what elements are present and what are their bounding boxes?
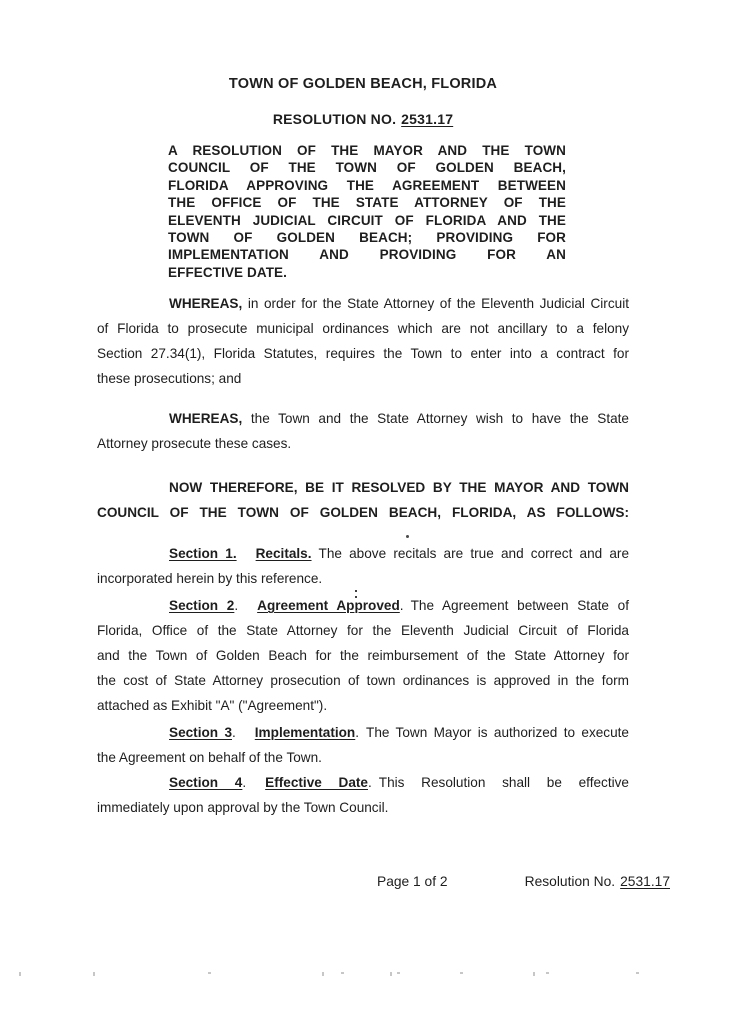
- scan-speck: [397, 972, 400, 974]
- text-line: [97, 593, 629, 618]
- text-line: and the Town of Golden Beach for the reimbursement of the State Attorney for: [97, 648, 629, 663]
- text-line: [97, 406, 629, 431]
- scan-speck: [460, 972, 463, 974]
- summary-line: IMPLEMENTATION AND PROVIDING FOR AN: [168, 247, 566, 263]
- footer-resolution-number: [525, 874, 670, 889]
- scan-speck: [341, 972, 344, 974]
- section-number: Section 4: [169, 775, 243, 790]
- period: .: [232, 725, 236, 740]
- whereas-lead: WHEREAS,: [169, 296, 243, 311]
- text-line: [97, 720, 629, 745]
- paragraph-section-3: [97, 720, 629, 770]
- scan-speck: [636, 972, 639, 974]
- text-line: incorporated herein by this reference.: [97, 571, 323, 586]
- text-line: the Agreement on behalf of the Town.: [97, 750, 322, 765]
- summary-line: ELEVENTH JUDICIAL CIRCUIT OF FLORIDA AND THE: [168, 212, 566, 228]
- text-segment: The Agreement between State of: [410, 598, 630, 613]
- resolution-label: RESOLUTION NO.: [272, 111, 397, 127]
- scan-speck: [93, 972, 95, 976]
- text-line: [97, 291, 629, 316]
- text-line: NOW THEREFORE, BE IT RESOLVED BY THE MAYOR AND TOWN: [169, 480, 629, 495]
- scan-speck: [546, 972, 549, 974]
- footer-resolution-label: Resolution No.: [524, 874, 616, 889]
- paragraph-whereas-2: [97, 406, 629, 456]
- text-line: [97, 541, 629, 566]
- paragraph-resolved: [97, 475, 629, 525]
- section-title: Recitals.: [255, 546, 312, 561]
- scan-speck: [19, 972, 21, 976]
- text-segment: The Town Mayor is authorized to execute: [366, 725, 629, 740]
- text-line: COUNCIL OF THE TOWN OF GOLDEN BEACH, FLORIDA, AS FOLLOWS:: [97, 505, 629, 520]
- summary-line: THE OFFICE OF THE STATE ATTORNEY OF THE: [168, 195, 566, 211]
- paragraph-whereas-1: [97, 291, 629, 391]
- paragraph-section-1: [97, 541, 629, 591]
- resolution-number-heading: [97, 111, 629, 127]
- summary-line: A RESOLUTION OF THE MAYOR AND THE TOWN: [168, 143, 566, 158]
- summary-line: FLORIDA APPROVING THE AGREEMENT BETWEEN: [168, 177, 566, 193]
- period: .: [355, 725, 360, 740]
- scan-artifact-dot: [406, 535, 409, 538]
- text-line: immediately upon approval by the Town Council.: [97, 800, 389, 815]
- period: .: [368, 775, 372, 790]
- period: .: [234, 598, 239, 613]
- whereas-lead: WHEREAS,: [169, 411, 243, 426]
- page-indicator: Page 1 of 2: [377, 874, 448, 889]
- text-line: Attorney prosecute these cases.: [97, 436, 292, 451]
- resolution-number: 2531.17: [401, 111, 454, 127]
- period: .: [399, 598, 404, 613]
- section-title: Effective Date: [265, 775, 368, 790]
- text-line: Section 27.34(1), Florida Statutes, requires the Town to enter into a contract for: [97, 346, 629, 361]
- summary-line: COUNCIL OF THE TOWN OF GOLDEN BEACH,: [168, 160, 566, 176]
- section-title: Agreement Approved: [257, 598, 400, 613]
- text-line: the cost of State Attorney prosecution of town ordinances is approved in the form: [97, 673, 629, 688]
- document-title: TOWN OF GOLDEN BEACH, FLORIDA: [228, 76, 498, 92]
- scan-speck: [390, 972, 392, 976]
- text-segment: in order for the State Attorney of the Eleventh Judicial Circuit: [242, 296, 629, 311]
- section-number: Section 1.: [169, 546, 237, 561]
- footer-resolution-value: 2531.17: [620, 874, 670, 889]
- summary-line: EFFECTIVE DATE.: [168, 264, 288, 280]
- section-title: Implementation: [254, 725, 356, 740]
- summary-line: TOWN OF GOLDEN BEACH; PROVIDING FOR: [168, 230, 566, 246]
- resolution-summary-block: [168, 142, 566, 281]
- scan-speck: [533, 972, 535, 976]
- text-segment: The above recitals are true and correct and are: [318, 546, 630, 561]
- text-line: Florida, Office of the State Attorney for the Eleventh Judicial Circuit of Florida: [97, 623, 629, 638]
- text-segment: This Resolution shall be effective: [378, 775, 629, 790]
- text-segment: the Town and the State Attorney wish to have the State: [242, 411, 629, 426]
- text-line: of Florida to prosecute municipal ordinances which are not ancillary to a felony: [97, 321, 629, 336]
- scan-artifact-colon: [355, 590, 357, 592]
- scan-speck: [322, 972, 324, 976]
- text-line: [97, 770, 629, 795]
- text-line: these prosecutions; and: [97, 371, 242, 386]
- paragraph-section-4: [97, 770, 629, 820]
- period: .: [242, 775, 247, 790]
- scan-speck: [208, 972, 211, 974]
- paragraph-section-2: [97, 593, 629, 718]
- text-line: attached as Exhibit "A" ("Agreement").: [97, 698, 328, 713]
- section-number: Section 3: [169, 725, 232, 740]
- section-number: Section 2: [169, 598, 235, 613]
